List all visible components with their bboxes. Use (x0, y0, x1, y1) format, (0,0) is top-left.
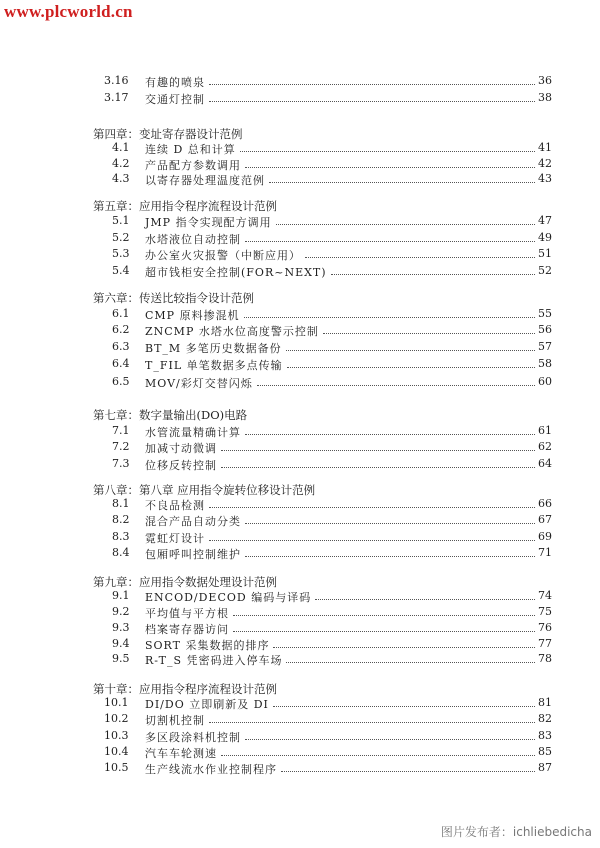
toc-entry (0, 621, 600, 637)
dot-leader (245, 556, 535, 557)
toc-entry (0, 546, 600, 562)
dot-leader (209, 540, 535, 541)
entry-number: 4.2 (112, 157, 130, 170)
entry-number: 5.1 (112, 214, 130, 227)
entry-title: 霓虹灯设计 (145, 532, 205, 545)
dot-leader (269, 182, 535, 183)
entry-title: CMP 原料掺混机 (145, 309, 240, 322)
page-number: 58 (538, 357, 552, 370)
entry-title: 汽车车轮测速 (145, 747, 217, 760)
entry-title: 多区段涂料机控制 (145, 731, 241, 744)
toc-entry (0, 457, 600, 473)
page-number: 42 (538, 157, 552, 170)
dot-leader (209, 84, 535, 85)
toc-entry (0, 530, 600, 546)
toc-entry (0, 141, 600, 157)
dot-leader (233, 631, 535, 632)
entry-number: 5.3 (112, 247, 130, 260)
toc-entry (0, 74, 600, 90)
entry-number: 7.3 (112, 457, 130, 470)
page-number: 66 (538, 497, 552, 510)
toc-entry (0, 652, 600, 668)
dot-leader (244, 317, 535, 318)
chapter-heading: 第九章：应用指令数据处理设计范例 (93, 575, 277, 589)
page-number: 87 (538, 761, 552, 774)
toc-entry (0, 424, 600, 440)
dot-leader (221, 755, 535, 756)
toc-entry (0, 589, 600, 605)
entry-title: DI/DO 立即刷新及 DI (145, 698, 269, 711)
entry-number: 10.5 (104, 761, 129, 774)
page-number: 64 (538, 457, 552, 470)
toc-entry (0, 214, 600, 230)
entry-number: 9.5 (112, 652, 130, 665)
entry-number: 10.1 (104, 696, 129, 709)
entry-number: 10.4 (104, 745, 129, 758)
entry-number: 6.2 (112, 323, 130, 336)
toc-entry (0, 513, 600, 529)
entry-number: 8.3 (112, 530, 130, 543)
dot-leader (273, 706, 535, 707)
page-number: 56 (538, 323, 552, 336)
toc-entry (0, 729, 600, 745)
toc-entry (0, 497, 600, 513)
page-number: 74 (538, 589, 552, 602)
page-number: 57 (538, 340, 552, 353)
toc-entry (0, 264, 600, 280)
dot-leader (276, 224, 535, 225)
dot-leader (286, 662, 535, 663)
entry-title: 水管流量精确计算 (145, 426, 241, 439)
dot-leader (331, 274, 535, 275)
dot-leader (245, 523, 535, 524)
entry-title: JMP 指令实现配方调用 (145, 216, 272, 229)
dot-leader (221, 467, 535, 468)
entry-number: 9.2 (112, 605, 130, 618)
entry-title: ENCOD/DECOD 编码与译码 (145, 591, 312, 604)
dot-leader (245, 241, 535, 242)
toc-entry (0, 375, 600, 391)
entry-number: 6.4 (112, 357, 130, 370)
chapter-heading: 第四章：变址寄存器设计范例 (93, 127, 243, 141)
entry-title: 位移反转控制 (145, 459, 217, 472)
entry-number: 8.2 (112, 513, 130, 526)
entry-number: 9.4 (112, 637, 130, 650)
entry-number: 8.1 (112, 497, 130, 510)
entry-number: 7.1 (112, 424, 130, 437)
dot-leader (257, 385, 535, 386)
entry-number: 6.5 (112, 375, 130, 388)
toc-entry (0, 91, 600, 107)
entry-number: 7.2 (112, 440, 130, 453)
page-number: 38 (538, 91, 552, 104)
toc-entry (0, 323, 600, 339)
entry-title: 混合产品自动分类 (145, 515, 241, 528)
entry-number: 5.2 (112, 231, 130, 244)
toc-entry (0, 307, 600, 323)
toc-entry (0, 712, 600, 728)
dot-leader (209, 101, 535, 102)
toc-entry (0, 637, 600, 653)
page-number: 36 (538, 74, 552, 87)
dot-leader (286, 350, 535, 351)
entry-number: 6.1 (112, 307, 130, 320)
entry-number: 10.3 (104, 729, 129, 742)
page-number: 41 (538, 141, 552, 154)
entry-number: 3.16 (104, 74, 129, 87)
dot-leader (245, 167, 535, 168)
dot-leader (233, 615, 535, 616)
entry-title: 交通灯控制 (145, 93, 205, 106)
page-number: 67 (538, 513, 552, 526)
dot-leader (209, 722, 535, 723)
toc-entry (0, 157, 600, 173)
entry-title: T_FIL 单笔数据多点传输 (145, 359, 283, 372)
toc-entry (0, 605, 600, 621)
chapter-heading: 第八章：第八章 应用指令旋转位移设计范例 (93, 483, 316, 497)
entry-title: 水塔液位自动控制 (145, 233, 241, 246)
page-number: 52 (538, 264, 552, 277)
toc-entry (0, 340, 600, 356)
page-number: 83 (538, 729, 552, 742)
entry-title: 平均值与平方根 (145, 607, 229, 620)
page-number: 77 (538, 637, 552, 650)
page-number: 47 (538, 214, 552, 227)
page-number: 69 (538, 530, 552, 543)
entry-number: 9.1 (112, 589, 130, 602)
entry-title: 加减寸动微调 (145, 442, 217, 455)
entry-title: 包厢呼叫控制维护 (145, 548, 241, 561)
entry-number: 5.4 (112, 264, 130, 277)
entry-title: 切割机控制 (145, 714, 205, 727)
entry-number: 6.3 (112, 340, 130, 353)
toc-entry (0, 172, 600, 188)
dot-leader (240, 151, 535, 152)
page-number: 55 (538, 307, 552, 320)
toc-entry (0, 761, 600, 777)
entry-title: 以寄存器处理温度范例 (145, 174, 265, 187)
page-number: 43 (538, 172, 552, 185)
toc-entry (0, 696, 600, 712)
toc-entry (0, 357, 600, 373)
entry-number: 4.3 (112, 172, 130, 185)
entry-number: 4.1 (112, 141, 130, 154)
entry-title: SORT 采集数据的排序 (145, 639, 270, 652)
entry-title: 超市钱柜安全控制(FOR~NEXT) (145, 266, 327, 279)
dot-leader (315, 599, 535, 600)
entry-title: ZNCMP 水塔水位高度警示控制 (145, 325, 319, 338)
dot-leader (287, 367, 535, 368)
entry-title: R-T_S 凭密码进入停车场 (145, 654, 283, 667)
entry-title: BT_M 多笔历史数据备份 (145, 342, 282, 355)
dot-leader (209, 507, 535, 508)
page-number: 49 (538, 231, 552, 244)
dot-leader (281, 771, 535, 772)
chapter-heading: 第七章：数字量输出(DO)电路 (93, 408, 248, 422)
page-number: 78 (538, 652, 552, 665)
dot-leader (305, 257, 535, 258)
dot-leader (323, 333, 535, 334)
entry-number: 8.4 (112, 546, 130, 559)
chapter-heading: 第六章：传送比较指令设计范例 (93, 291, 254, 305)
entry-number: 10.2 (104, 712, 129, 725)
entry-title: 产品配方参数调用 (145, 159, 241, 172)
chapter-heading: 第五章：应用指令程序流程设计范例 (93, 199, 277, 213)
page-number: 61 (538, 424, 552, 437)
dot-leader (245, 434, 535, 435)
chapter-heading: 第十章：应用指令程序流程设计范例 (93, 682, 277, 696)
dot-leader (221, 450, 535, 451)
entry-title: 有趣的喷泉 (145, 76, 205, 89)
toc-entry (0, 231, 600, 247)
page-number: 71 (538, 546, 552, 559)
page-number: 75 (538, 605, 552, 618)
entry-title: 档案寄存器访问 (145, 623, 229, 636)
publisher-credit: 图片发布者：ichliebedicha (440, 825, 592, 839)
entry-number: 9.3 (112, 621, 130, 634)
dot-leader (273, 647, 535, 648)
page-number: 85 (538, 745, 552, 758)
site-watermark: www.plcworld.cn (4, 2, 133, 21)
entry-title: 连续 D 总和计算 (145, 143, 236, 156)
entry-title: 办公室火灾报警（中断应用） (145, 249, 301, 262)
entry-title: 不良品检测 (145, 499, 205, 512)
page-number: 76 (538, 621, 552, 634)
toc-entry (0, 745, 600, 761)
entry-title: MOV/彩灯交替闪烁 (145, 377, 253, 390)
toc-entry (0, 247, 600, 263)
page-number: 51 (538, 247, 552, 260)
page-number: 62 (538, 440, 552, 453)
dot-leader (245, 739, 535, 740)
page-number: 81 (538, 696, 552, 709)
entry-number: 3.17 (104, 91, 129, 104)
toc-entry (0, 440, 600, 456)
page-number: 82 (538, 712, 552, 725)
entry-title: 生产线流水作业控制程序 (145, 763, 277, 776)
page-number: 60 (538, 375, 552, 388)
